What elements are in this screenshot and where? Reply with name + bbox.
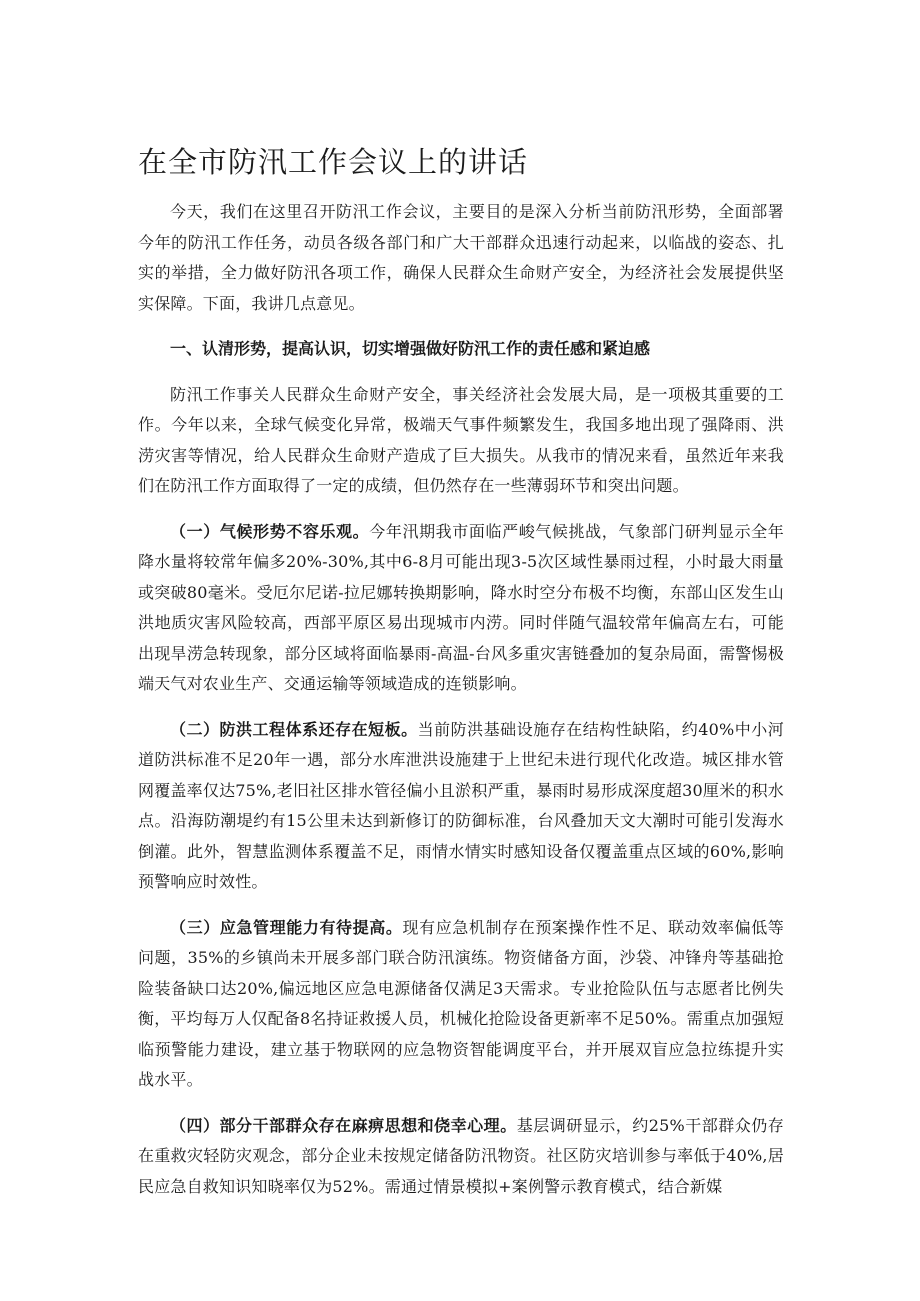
section-1-paragraph: 防汛工作事关人民群众生命财产安全，事关经济社会发展大局，是一项极其重要的工作。今年以来，全球气候变化异常，极端天气事件频繁发生，我国多地出现了强降雨、洪涝灾害等情况，给人民群众生命财产造成了巨大损失。从我市的情况来看，虽然近年来我们在防汛工作方面取得了一定的成绩，但仍然存在一些薄弱环节和突出问题。: [138, 384, 784, 495]
point-4-text: 基层调研显示，约25%干部群众仍存在重救灾轻防灾观念，部分企业未按规定储备防汛物资。社区防灾培训参与率低于40%,居民应急自救知识知晓率仅为52%。需通过情景模拟+案例警示教育模式，结合新媒: [138, 1115, 784, 1196]
point-3-text: 现有应急机制存在预案操作性不足、联动效率偏低等问题，35%的乡镇尚未开展多部门联合防汛演练。物资储备方面，沙袋、冲锋舟等基础抢险装备缺口达20%,偏远地区应急电源储备仅满足3天需求。专业抢险队伍与志愿者比例失衡，平均每万人仅配备8名持证救援人员，机械化抢险设备更新率不足50%。需重点加强短临预警能力建设，建立基于物联网的应急物资智能调度平台，并开展双盲应急拉练提升实战水平。: [138, 917, 784, 1089]
document-title: 在全市防汛工作会议上的讲话: [138, 145, 529, 179]
point-2-lead: （二）防洪工程体系还存在短板。: [170, 719, 418, 739]
point-4-lead: （四）部分干部群众存在麻痹思想和侥幸心理。: [170, 1115, 517, 1135]
point-1-text: 今年汛期我市面临严峻气候挑战，气象部门研判显示全年降水量将较常年偏多20%-30%,其中6-8月可能出现3-5次区域性暴雨过程，小时最大雨量或突破80毫米。受厄尔尼诺-拉尼娜转换期影响，降水时空分布极不均衡，东部山区发生山洪地质灾害风险较高，西部平原区易出现城市内涝。同时伴随气温较常年偏高左右，可能出现旱涝急转现象，部分区域将面临暴雨-高温-台风多重灾害链叠加的复杂局面，需警惕极端天气对农业生产、交通运输等领域造成的连锁影响。: [138, 521, 784, 693]
intro-paragraph: 今天，我们在这里召开防汛工作会议，主要目的是深入分析当前防汛形势，全面部署今年的防汛工作任务，动员各级各部门和广大干部群众迅速行动起来，以临战的姿态、扎实的举措，全力做好防汛各项工作，确保人民群众生命财产安全，为经济社会发展提供坚实保障。下面，我讲几点意见。: [138, 202, 784, 313]
point-3-lead: （三）应急管理能力有待提高。: [170, 917, 403, 937]
point-1-lead: （一）气候形势不容乐观。: [170, 521, 370, 541]
point-3-paragraph: [138, 913, 784, 1096]
point-1-paragraph: [138, 517, 784, 700]
point-4-paragraph: [138, 1111, 784, 1203]
point-2-text: 当前防洪基础设施存在结构性缺陷，约40%中小河道防洪标准不足20年一遇，部分水库泄洪设施建于上世纪未进行现代化改造。城区排水管网覆盖率仅达75%,老旧社区排水管径偏小且淤积严重，暴雨时易形成深度超30厘米的积水点。沿海防潮堤约有15公里未达到新修订的防御标准，台风叠加天文大潮时可能引发海水倒灌。此外，智慧监测体系覆盖不足，雨情水情实时感知设备仅覆盖重点区域的60%,影响预警响应时效性。: [138, 719, 784, 891]
document-body: [138, 197, 784, 1217]
section-1-heading: 一、认清形势，提高认识，切实增强做好防汛工作的责任感和紧迫感: [170, 339, 651, 358]
point-2-paragraph: [138, 715, 784, 898]
